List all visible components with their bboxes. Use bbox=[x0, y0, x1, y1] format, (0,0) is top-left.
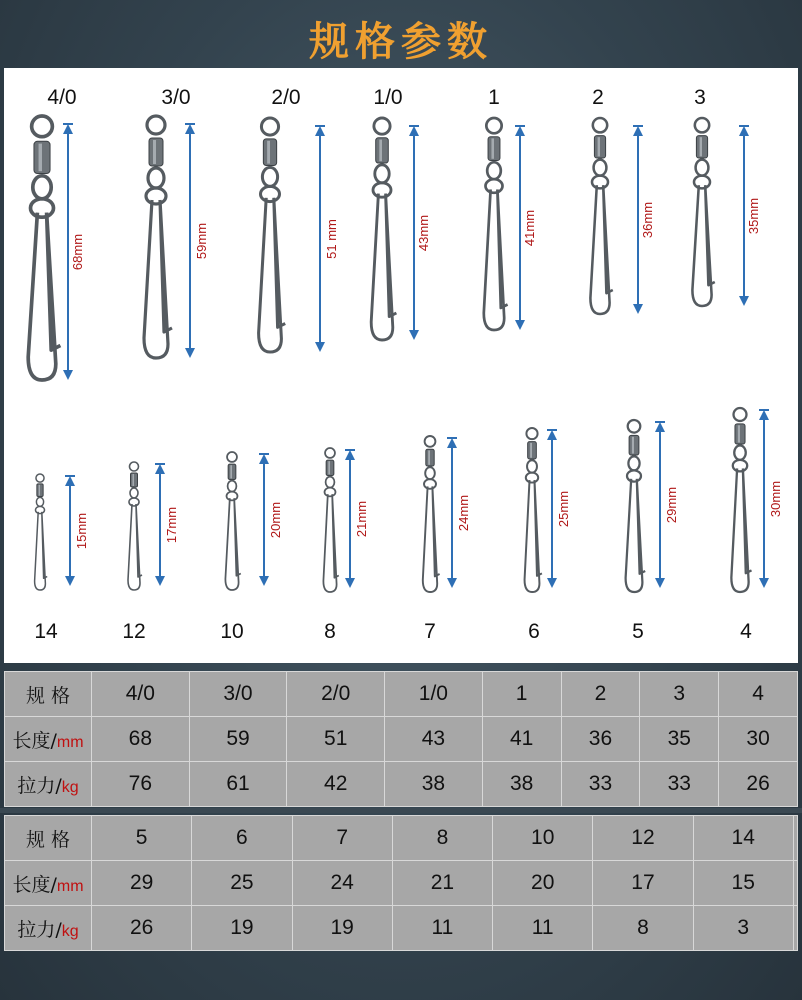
arrow-up-icon bbox=[65, 476, 75, 486]
size-label: 1 bbox=[488, 86, 500, 109]
swivel-snap-icon bbox=[525, 428, 542, 592]
arrow-down-icon bbox=[259, 576, 269, 586]
spec-cell: 4 bbox=[719, 672, 798, 717]
length-row bbox=[5, 717, 798, 762]
swivel-snap-icon bbox=[484, 118, 508, 330]
length-cell: 51 bbox=[287, 717, 385, 762]
swivel-snap-icon bbox=[423, 436, 440, 592]
swivel-snap-icon bbox=[590, 118, 612, 314]
spec-table-2 bbox=[4, 815, 798, 951]
pull-cell: 26 bbox=[719, 762, 798, 807]
size-label: 5 bbox=[632, 620, 644, 643]
dimension-label: 20mm bbox=[268, 501, 283, 539]
arrow-up-icon bbox=[63, 124, 73, 134]
arrow-up-icon bbox=[655, 422, 665, 432]
spec-cell: 7 bbox=[292, 816, 392, 861]
arrow-down-icon bbox=[315, 342, 325, 352]
dimension-label: 35mm bbox=[746, 197, 761, 235]
spec-cell: 3/0 bbox=[189, 672, 287, 717]
dimension-label: 29mm bbox=[664, 486, 679, 524]
pull-row bbox=[5, 762, 798, 807]
swivel-snap-icon bbox=[128, 462, 142, 590]
size-label: 3/0 bbox=[161, 86, 191, 109]
swivel-snap-icon bbox=[626, 420, 646, 592]
length-cell: 24 bbox=[292, 861, 392, 906]
dimension-label: 24mm bbox=[456, 494, 471, 532]
length-label bbox=[5, 717, 92, 762]
spec-cell: 4/0 bbox=[92, 672, 190, 717]
arrow-up-icon bbox=[315, 126, 325, 136]
arrow-up-icon bbox=[515, 126, 525, 136]
length-cell: 29 bbox=[92, 861, 192, 906]
pull-label bbox=[5, 762, 92, 807]
pull-cell: 38 bbox=[482, 762, 561, 807]
swivel-illustration-panel bbox=[4, 68, 798, 663]
pull-cell: 61 bbox=[189, 762, 287, 807]
spec-cell: 6 bbox=[192, 816, 292, 861]
dimension-label: 51 mm bbox=[324, 219, 339, 259]
length-cell: 15 bbox=[693, 861, 793, 906]
arrow-down-icon bbox=[739, 296, 749, 306]
pull-cell: 42 bbox=[287, 762, 385, 807]
arrow-up-icon bbox=[259, 454, 269, 464]
size-label: 4 bbox=[740, 620, 752, 643]
swivel-snap-icon bbox=[323, 448, 338, 592]
pull-label bbox=[5, 906, 92, 951]
arrow-down-icon bbox=[759, 578, 769, 588]
arrow-down-icon bbox=[515, 320, 525, 330]
swivel-snap-icon bbox=[371, 118, 396, 340]
pull-cell: 33 bbox=[640, 762, 719, 807]
spec-cell: 2/0 bbox=[287, 672, 385, 717]
dimension-label: 43mm bbox=[416, 214, 431, 252]
length-cell: 36 bbox=[561, 717, 640, 762]
size-label: 2 bbox=[592, 86, 604, 109]
size-label: 14 bbox=[34, 620, 58, 643]
arrow-up-icon bbox=[739, 126, 749, 136]
pull-row bbox=[5, 906, 798, 951]
pull-unit: kg bbox=[61, 778, 79, 796]
length-cell: 35 bbox=[640, 717, 719, 762]
pull-cell: 19 bbox=[192, 906, 292, 951]
spec-cell: 2 bbox=[561, 672, 640, 717]
dimension-label: 59mm bbox=[194, 222, 209, 260]
pull-cell: 11 bbox=[493, 906, 593, 951]
swivel-snap-icon bbox=[731, 408, 751, 592]
dimension-label: 25mm bbox=[556, 490, 571, 528]
arrow-up-icon bbox=[759, 410, 769, 420]
length-unit: mm bbox=[56, 877, 84, 895]
arrow-down-icon bbox=[655, 578, 665, 588]
swivel-snap-icon bbox=[28, 116, 60, 380]
dimension-label: 17mm bbox=[164, 506, 179, 544]
length-label-text: 长度/ bbox=[12, 729, 57, 752]
size-label: 4/0 bbox=[47, 86, 77, 109]
spec-cell: 14 bbox=[693, 816, 793, 861]
spec-label: 规 格 bbox=[5, 816, 92, 861]
length-label bbox=[5, 861, 92, 906]
arrow-down-icon bbox=[409, 330, 419, 340]
arrow-up-icon bbox=[447, 438, 457, 448]
dimension-label: 21mm bbox=[354, 500, 369, 538]
size-label: 7 bbox=[424, 620, 436, 643]
spec-cell: 8 bbox=[392, 816, 492, 861]
arrow-down-icon bbox=[345, 578, 355, 588]
size-label: 12 bbox=[122, 620, 146, 643]
arrow-up-icon bbox=[409, 126, 419, 136]
length-cell: 17 bbox=[593, 861, 693, 906]
pull-cell: 76 bbox=[92, 762, 190, 807]
spec-cell: 12 bbox=[593, 816, 693, 861]
dimension-label: 30mm bbox=[768, 480, 783, 518]
page-title: 规格参数 bbox=[309, 19, 493, 65]
swivel-illustration bbox=[4, 68, 798, 663]
size-label: 3 bbox=[694, 86, 706, 109]
length-cell: 68 bbox=[92, 717, 190, 762]
length-cell: 30 bbox=[719, 717, 798, 762]
pull-cell: 19 bbox=[292, 906, 392, 951]
size-label: 2/0 bbox=[271, 86, 301, 109]
dimension-label: 36mm bbox=[640, 201, 655, 239]
dimension-label: 68mm bbox=[70, 233, 85, 271]
pull-cell: 11 bbox=[392, 906, 492, 951]
arrow-up-icon bbox=[633, 126, 643, 136]
arrow-up-icon bbox=[155, 464, 165, 474]
size-label: 1/0 bbox=[373, 86, 403, 109]
table-divider bbox=[0, 808, 802, 813]
arrow-down-icon bbox=[447, 578, 457, 588]
length-unit: mm bbox=[56, 733, 84, 751]
arrow-down-icon bbox=[547, 578, 557, 588]
pull-cell: 8 bbox=[593, 906, 693, 951]
swivel-snap-icon bbox=[259, 118, 286, 352]
pull-cell: 33 bbox=[561, 762, 640, 807]
length-cell: 59 bbox=[189, 717, 287, 762]
spec-row bbox=[5, 816, 798, 861]
size-label: 10 bbox=[220, 620, 244, 643]
length-cell: 20 bbox=[493, 861, 593, 906]
arrow-up-icon bbox=[345, 450, 355, 460]
spec-cell: 10 bbox=[493, 816, 593, 861]
dimension-label: 15mm bbox=[74, 512, 89, 550]
spec-cell: 1/0 bbox=[385, 672, 483, 717]
length-label-text: 长度/ bbox=[12, 873, 57, 896]
spec-table-1 bbox=[4, 671, 798, 807]
swivel-snap-icon bbox=[692, 118, 714, 306]
swivel-snap-icon bbox=[225, 452, 240, 590]
arrow-up-icon bbox=[547, 430, 557, 440]
spec-row bbox=[5, 672, 798, 717]
length-cell: 41 bbox=[482, 717, 561, 762]
pull-label-text: 拉力/ bbox=[17, 774, 62, 797]
spec-cell: 3 bbox=[640, 672, 719, 717]
swivel-snap-icon bbox=[144, 116, 172, 358]
arrow-down-icon bbox=[155, 576, 165, 586]
dimension-label: 41mm bbox=[522, 209, 537, 247]
pull-cell bbox=[793, 906, 797, 951]
length-cell: 43 bbox=[385, 717, 483, 762]
arrow-down-icon bbox=[63, 370, 73, 380]
arrow-down-icon bbox=[633, 304, 643, 314]
arrow-down-icon bbox=[185, 348, 195, 358]
pull-unit: kg bbox=[61, 922, 79, 940]
pull-cell: 26 bbox=[92, 906, 192, 951]
pull-cell: 38 bbox=[385, 762, 483, 807]
spec-cell: 1 bbox=[482, 672, 561, 717]
spec-cell: 5 bbox=[92, 816, 192, 861]
length-row bbox=[5, 861, 798, 906]
length-cell: 25 bbox=[192, 861, 292, 906]
pull-label-text: 拉力/ bbox=[17, 918, 62, 941]
length-cell: 21 bbox=[392, 861, 492, 906]
arrow-up-icon bbox=[185, 124, 195, 134]
size-label: 8 bbox=[324, 620, 336, 643]
swivel-snap-icon bbox=[35, 474, 48, 590]
size-label: 6 bbox=[528, 620, 540, 643]
spec-cell bbox=[793, 816, 797, 861]
pull-cell: 3 bbox=[693, 906, 793, 951]
arrow-down-icon bbox=[65, 576, 75, 586]
spec-label: 规 格 bbox=[5, 672, 92, 717]
length-cell bbox=[793, 861, 797, 906]
